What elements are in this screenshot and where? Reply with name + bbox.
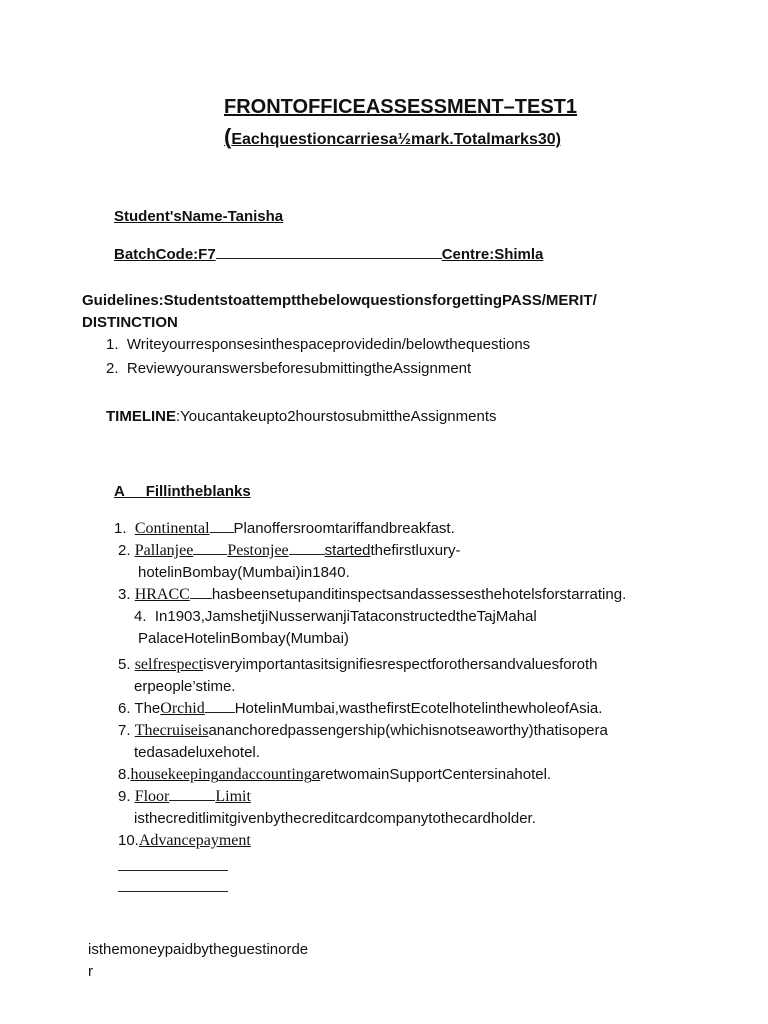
q9-answer: Floor — [134, 788, 170, 805]
question-7-cont: tedasadeluxehotel. — [134, 744, 260, 761]
batch-underline — [216, 257, 442, 259]
page-title: FRONTOFFICEASSESSMENT–TEST1 — [224, 96, 578, 118]
answer-blank-line — [118, 891, 228, 892]
timeline — [106, 408, 497, 425]
question-5-cont: erpeople’stime. — [134, 678, 236, 695]
question-1: 1. Continental Planoffersroomtariffandbreakfast. — [114, 520, 455, 537]
question-8: 8.housekeepingandaccountingaretwomainSupportCentersinahotel. — [118, 766, 552, 783]
student-name: Student'sName-Tanisha — [114, 208, 284, 225]
question-4-cont: PalaceHotelinBombay(Mumbai) — [138, 630, 349, 647]
question-9-cont: isthecreditlimitgivenbythecreditcardcompanytothecardholder. — [134, 810, 536, 827]
answer-blank-line — [118, 870, 228, 871]
guideline-item: 1. Writeyourresponsesinthespaceprovidedin/belowthequestions — [106, 336, 531, 353]
q1-answer: Continental — [134, 520, 210, 537]
q3-answer: HRACC — [134, 586, 190, 603]
subtitle-paren: ( — [224, 124, 232, 149]
question-4: 4. In1903,JamshetjiNusserwanjiTataconstructedtheTajMahal — [134, 608, 537, 625]
section-a-heading: A Fillintheblanks — [114, 483, 251, 500]
q7-answer: Thecruiseis — [134, 722, 209, 739]
question-3: 3. HRACC hasbeensetupanditinspectsandassessesthehotelsforstarrating. — [118, 586, 627, 603]
batch-code-row — [114, 246, 543, 264]
timeline-text: :Youcantakeupto2hourstosubmittheAssignments — [176, 408, 497, 425]
question-5: 5. selfrespectisveryimportantasitsignifiesrespectforothersandvaluesforoth — [118, 656, 598, 673]
centre-label: Centre:Shimla — [441, 246, 544, 263]
question-10: 10.Advancepayment — [118, 832, 251, 849]
q10-answer: Advancepayment — [138, 832, 251, 849]
subtitle-text: Eachquestioncarriesa½mark.Totalmarks30) — [231, 131, 561, 148]
guidelines-heading-cont: DISTINCTION — [82, 314, 178, 331]
question-9: 9. Floor Limit — [118, 788, 251, 805]
q10-continuation-end: r — [88, 963, 93, 980]
timeline-label: TIMELINE — [106, 408, 176, 425]
q8-answer: housekeeping — [130, 766, 219, 783]
guideline-item: 2. ReviewyouranswersbeforesubmittingtheAssignment — [106, 360, 472, 377]
question-7: 7. Thecruiseisananchoredpassengership(whichisnotseaworthy)thatisopera — [118, 722, 608, 739]
q6-answer: Orchid — [160, 700, 205, 717]
q5-answer: selfrespect — [134, 656, 204, 673]
q10-continuation: isthemoneypaidbytheguestinorde — [88, 941, 309, 958]
batch-code: BatchCode:F7 — [114, 246, 216, 263]
q2-answer: Pallanjee — [134, 542, 194, 559]
page-subtitle — [224, 124, 561, 150]
question-6: 6. TheOrchid HotelinMumbai,wasthefirstEcotelhotelinthewholeofAsia. — [118, 700, 603, 717]
question-2-cont: hotelinBombay(Mumbai)in1840. — [138, 564, 350, 581]
guidelines-heading: Guidelines:StudentstoattemptthebelowquestionsforgettingPASS/MERIT/ — [82, 292, 597, 309]
question-2: 2. Pallanjee Pestonjee startedthefirstluxury- — [118, 542, 461, 559]
